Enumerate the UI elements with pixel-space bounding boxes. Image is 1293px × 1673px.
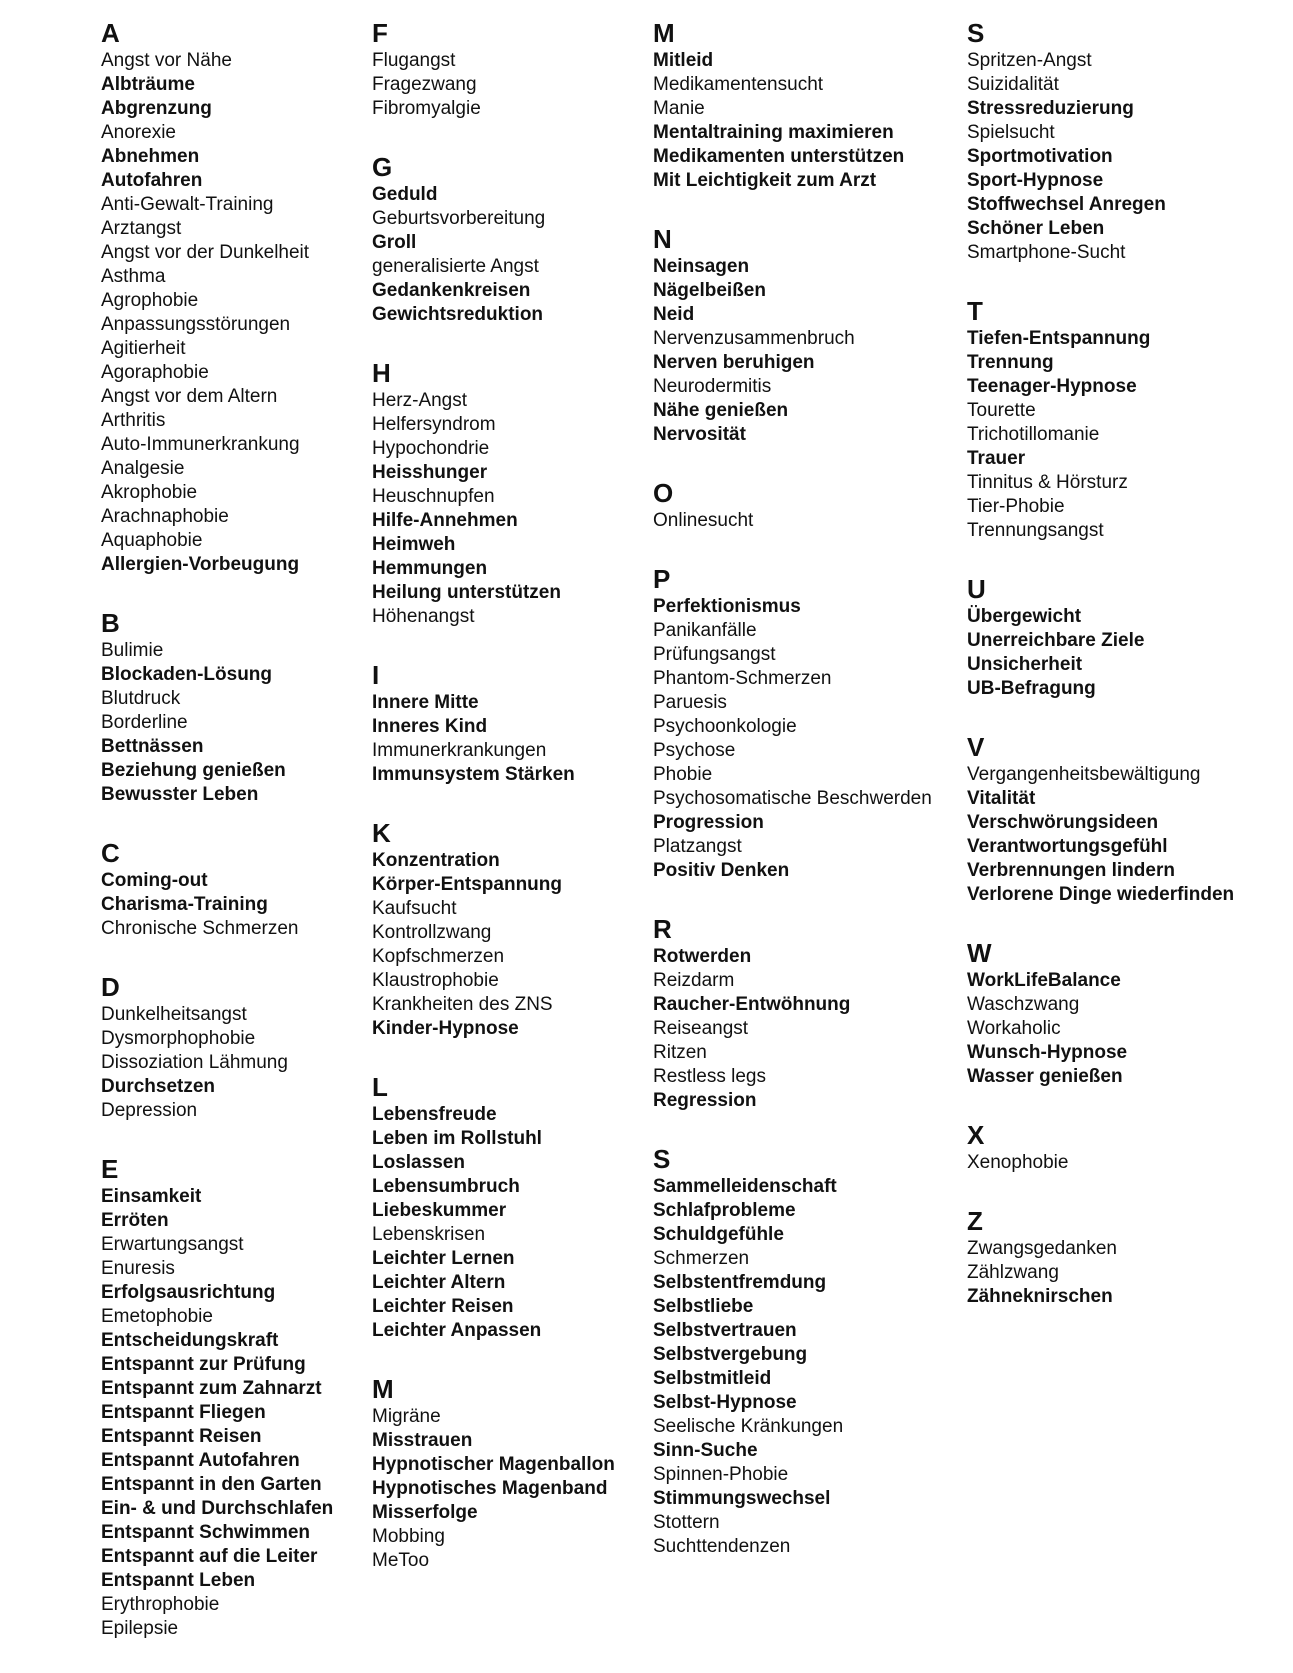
- topic-link[interactable]: Bettnässen: [101, 736, 204, 757]
- topic-link[interactable]: Stressreduzierung: [967, 98, 1134, 119]
- index-section: [967, 295, 1234, 543]
- topic-link[interactable]: Borderline: [101, 712, 188, 733]
- topic-link[interactable]: Trichotillomanie: [967, 424, 1100, 445]
- topic-link[interactable]: Agitierheit: [101, 338, 186, 359]
- topic-link[interactable]: Gewichtsreduktion: [372, 304, 544, 325]
- topic-link[interactable]: Albträume: [101, 74, 195, 95]
- topic-link[interactable]: Fibromyalgie: [372, 98, 481, 119]
- topic-link[interactable]: Abnehmen: [101, 146, 200, 167]
- index-section: [653, 913, 932, 1113]
- topic-link[interactable]: Entspannt Leben: [101, 1570, 256, 1591]
- topic-link[interactable]: Unsicherheit: [967, 654, 1083, 675]
- topic-link[interactable]: Trennung: [967, 352, 1054, 373]
- topic-link[interactable]: Angst vor Nähe: [101, 50, 232, 71]
- index-section: [372, 357, 615, 629]
- topic-link[interactable]: Entspannt zur Prüfung: [101, 1354, 306, 1375]
- topic-link[interactable]: Reiseangst: [653, 1018, 749, 1039]
- index-section: [101, 837, 333, 941]
- topic-link[interactable]: Nervosität: [653, 424, 746, 445]
- index-section: [967, 731, 1234, 907]
- topic-link[interactable]: Restless legs: [653, 1066, 766, 1087]
- topic-link[interactable]: Beziehung genießen: [101, 760, 286, 781]
- topic-link[interactable]: Workaholic: [967, 1018, 1061, 1039]
- topic-link[interactable]: Stoffwechsel Anregen: [967, 194, 1166, 215]
- index-section: [372, 817, 615, 1041]
- topic-link[interactable]: Leben im Rollstuhl: [372, 1128, 542, 1149]
- section-letter: S: [967, 18, 985, 48]
- index-section: [372, 659, 615, 787]
- topic-link[interactable]: Spielsucht: [967, 122, 1055, 143]
- topic-link[interactable]: generalisierte Angst: [372, 256, 539, 277]
- topic-link[interactable]: MeToo: [372, 1550, 430, 1571]
- section-letter: V: [967, 732, 985, 762]
- topic-link[interactable]: Immunsystem Stärken: [372, 764, 575, 785]
- topic-link[interactable]: Asthma: [101, 266, 166, 287]
- topic-link[interactable]: Autofahren: [101, 170, 203, 191]
- topic-link[interactable]: Dunkelheitsangst: [101, 1004, 247, 1025]
- topic-link[interactable]: Zählzwang: [967, 1262, 1059, 1283]
- topic-link[interactable]: Innere Mitte: [372, 692, 479, 713]
- topic-link[interactable]: Selbstmitleid: [653, 1368, 772, 1389]
- topic-link[interactable]: Raucher-Entwöhnung: [653, 994, 851, 1015]
- topic-link[interactable]: Arthritis: [101, 410, 166, 431]
- topic-link[interactable]: Zwangsgedanken: [967, 1238, 1117, 1259]
- topic-link[interactable]: Hypnotischer Magenballon: [372, 1454, 615, 1475]
- section-letter: N: [653, 224, 672, 254]
- topic-link[interactable]: Verbrennungen lindern: [967, 860, 1175, 881]
- index-section: [101, 607, 333, 807]
- topic-link[interactable]: Medikamenten unterstützen: [653, 146, 905, 167]
- topic-link[interactable]: Neinsagen: [653, 256, 750, 277]
- topic-link[interactable]: Erwartungsangst: [101, 1234, 244, 1255]
- topic-link[interactable]: Smartphone-Sucht: [967, 242, 1126, 263]
- section-letter: F: [372, 18, 388, 48]
- topic-link[interactable]: Schlafprobleme: [653, 1200, 796, 1221]
- topic-link[interactable]: Körper-Entspannung: [372, 874, 562, 895]
- topic-link[interactable]: Wasser genießen: [967, 1066, 1123, 1087]
- index-section: [653, 223, 932, 447]
- section-letter: W: [967, 938, 992, 968]
- topic-link[interactable]: Psychose: [653, 740, 736, 761]
- index-section: [372, 1071, 615, 1343]
- topic-link[interactable]: Blutdruck: [101, 688, 181, 709]
- topic-link[interactable]: Entspannt Fliegen: [101, 1402, 266, 1423]
- topic-link[interactable]: Geburtsvorbereitung: [372, 208, 546, 229]
- topic-link[interactable]: Kinder-Hypnose: [372, 1018, 519, 1039]
- section-letter: S: [653, 1144, 671, 1174]
- index-section: [653, 17, 932, 193]
- topic-link[interactable]: Helfersyndrom: [372, 414, 496, 435]
- topic-link[interactable]: Übergewicht: [967, 606, 1082, 627]
- topic-link[interactable]: UB-Befragung: [967, 678, 1096, 699]
- topic-link[interactable]: Abgrenzung: [101, 98, 212, 119]
- topic-link[interactable]: Platzangst: [653, 836, 742, 857]
- topic-link[interactable]: Spritzen-Angst: [967, 50, 1092, 71]
- section-letter: R: [653, 914, 672, 944]
- topic-link[interactable]: Progression: [653, 812, 764, 833]
- topic-link[interactable]: Neurodermitis: [653, 376, 772, 397]
- topic-link[interactable]: Seelische Kränkungen: [653, 1416, 844, 1437]
- topic-link[interactable]: Mobbing: [372, 1526, 445, 1547]
- topic-link[interactable]: Unerreichbare Ziele: [967, 630, 1145, 651]
- index-section: [653, 1143, 932, 1559]
- topic-link[interactable]: Selbst-Hypnose: [653, 1392, 797, 1413]
- index-section: [967, 573, 1234, 701]
- topic-link[interactable]: Klaustrophobie: [372, 970, 499, 991]
- index-section: [101, 1153, 333, 1641]
- topic-link[interactable]: Sinn-Suche: [653, 1440, 758, 1461]
- section-letter: C: [101, 838, 120, 868]
- topic-link[interactable]: WorkLifeBalance: [967, 970, 1121, 991]
- topic-link[interactable]: Tinnitus & Hörsturz: [967, 472, 1128, 493]
- index-section: [967, 17, 1234, 265]
- topic-link[interactable]: Geduld: [372, 184, 438, 205]
- topic-link[interactable]: Sport-Hypnose: [967, 170, 1104, 191]
- topic-link[interactable]: Psychosomatische Beschwerden: [653, 788, 932, 809]
- topic-link[interactable]: Anti-Gewalt-Training: [101, 194, 274, 215]
- topic-link[interactable]: Rotwerden: [653, 946, 752, 967]
- index-column-2: [372, 17, 615, 1603]
- topic-link[interactable]: Erröten: [101, 1210, 169, 1231]
- topic-link[interactable]: Nägelbeißen: [653, 280, 766, 301]
- index-column-4: [967, 17, 1234, 1339]
- topic-link[interactable]: Waschzwang: [967, 994, 1080, 1015]
- topic-link[interactable]: Mentaltraining maximieren: [653, 122, 894, 143]
- topic-link[interactable]: Krankheiten des ZNS: [372, 994, 553, 1015]
- topic-link[interactable]: Misstrauen: [372, 1430, 473, 1451]
- section-letter: A: [101, 18, 120, 48]
- topic-link[interactable]: Liebeskummer: [372, 1200, 507, 1221]
- topic-link[interactable]: Selbstliebe: [653, 1296, 754, 1317]
- topic-link[interactable]: Reizdarm: [653, 970, 735, 991]
- topic-link[interactable]: Selbstentfremdung: [653, 1272, 827, 1293]
- topic-link[interactable]: Kontrollzwang: [372, 922, 492, 943]
- topic-link[interactable]: Psychoonkologie: [653, 716, 797, 737]
- section-letter: Z: [967, 1206, 983, 1236]
- index-section: [967, 1119, 1234, 1175]
- index-section: [967, 937, 1234, 1089]
- topic-link[interactable]: Onlinesucht: [653, 510, 754, 531]
- topic-link[interactable]: Hemmungen: [372, 558, 488, 579]
- topic-link[interactable]: Phobie: [653, 764, 713, 785]
- topic-link[interactable]: Heisshunger: [372, 462, 488, 483]
- topic-link[interactable]: Spinnen-Phobie: [653, 1464, 789, 1485]
- topic-link[interactable]: Verschwörungsideen: [967, 812, 1159, 833]
- topic-link[interactable]: Arztangst: [101, 218, 182, 239]
- topic-link[interactable]: Immunerkrankungen: [372, 740, 547, 761]
- topic-link[interactable]: Allergien-Vorbeugung: [101, 554, 300, 575]
- topic-link[interactable]: Heilung unterstützen: [372, 582, 561, 603]
- index-section: [967, 1205, 1234, 1309]
- topic-link[interactable]: Leichter Altern: [372, 1272, 506, 1293]
- index-section: [372, 151, 615, 327]
- topic-link[interactable]: Analgesie: [101, 458, 185, 479]
- index-section: [653, 563, 932, 883]
- index-section: [101, 971, 333, 1123]
- index-column-3: [653, 17, 932, 1589]
- topic-link[interactable]: Heuschnupfen: [372, 486, 495, 507]
- topic-link[interactable]: Sportmotivation: [967, 146, 1113, 167]
- topic-link[interactable]: Einsamkeit: [101, 1186, 202, 1207]
- section-letter: U: [967, 574, 986, 604]
- topic-link[interactable]: Sammelleidenschaft: [653, 1176, 837, 1197]
- topic-link[interactable]: Leichter Anpassen: [372, 1320, 542, 1341]
- topic-link[interactable]: Herz-Angst: [372, 390, 468, 411]
- topic-link[interactable]: Lebensumbruch: [372, 1176, 520, 1197]
- section-letter: K: [372, 818, 391, 848]
- topic-link[interactable]: Tourette: [967, 400, 1036, 421]
- topic-link[interactable]: Prüfungsangst: [653, 644, 776, 665]
- topic-link[interactable]: Hypochondrie: [372, 438, 490, 459]
- topic-link[interactable]: Medikamentensucht: [653, 74, 824, 95]
- topic-link[interactable]: Vitalität: [967, 788, 1036, 809]
- topic-link[interactable]: Paruesis: [653, 692, 727, 713]
- section-letter: D: [101, 972, 120, 1002]
- index-section: [372, 17, 615, 121]
- topic-link[interactable]: Depression: [101, 1100, 198, 1121]
- topic-link[interactable]: Angst vor dem Altern: [101, 386, 278, 407]
- topic-link[interactable]: Perfektionismus: [653, 596, 801, 617]
- topic-link[interactable]: Hilfe-Annehmen: [372, 510, 518, 531]
- topic-link[interactable]: Entspannt in den Garten: [101, 1474, 322, 1495]
- topic-link[interactable]: Tiefen-Entspannung: [967, 328, 1151, 349]
- section-letter: H: [372, 358, 391, 388]
- topic-link[interactable]: Erfolgsausrichtung: [101, 1282, 276, 1303]
- topic-link[interactable]: Schmerzen: [653, 1248, 750, 1269]
- topic-link[interactable]: Chronische Schmerzen: [101, 918, 299, 939]
- topic-link[interactable]: Dissoziation Lähmung: [101, 1052, 288, 1073]
- topic-link[interactable]: Leichter Lernen: [372, 1248, 515, 1269]
- topic-link[interactable]: Emetophobie: [101, 1306, 213, 1327]
- topic-link[interactable]: Manie: [653, 98, 705, 119]
- topic-link[interactable]: Fragezwang: [372, 74, 477, 95]
- section-letter: L: [372, 1072, 388, 1102]
- topic-link[interactable]: Misserfolge: [372, 1502, 478, 1523]
- topic-link[interactable]: Entspannt Reisen: [101, 1426, 262, 1447]
- topic-link[interactable]: Loslassen: [372, 1152, 465, 1173]
- topic-link[interactable]: Ritzen: [653, 1042, 707, 1063]
- topic-link[interactable]: Agrophobie: [101, 290, 199, 311]
- topic-link[interactable]: Selbstvertrauen: [653, 1320, 797, 1341]
- topic-link[interactable]: Konzentration: [372, 850, 500, 871]
- topic-link[interactable]: Verlorene Dinge wiederfinden: [967, 884, 1235, 905]
- topic-link[interactable]: Vergangenheitsbewältigung: [967, 764, 1201, 785]
- topic-link[interactable]: Entspannt auf die Leiter: [101, 1546, 318, 1567]
- topic-link[interactable]: Selbstvergebung: [653, 1344, 808, 1365]
- topic-link[interactable]: Groll: [372, 232, 417, 253]
- index-column-1: [101, 17, 333, 1671]
- topic-link[interactable]: Bewusster Leben: [101, 784, 259, 805]
- topic-link[interactable]: Charisma-Training: [101, 894, 268, 915]
- topic-link[interactable]: Anpassungsstörungen: [101, 314, 291, 335]
- topic-link[interactable]: Entscheidungskraft: [101, 1330, 279, 1351]
- section-letter: O: [653, 478, 674, 508]
- topic-link[interactable]: Nerven beruhigen: [653, 352, 815, 373]
- topic-link[interactable]: Bulimie: [101, 640, 164, 661]
- topic-link[interactable]: Schuldgefühle: [653, 1224, 784, 1245]
- topic-link[interactable]: Ein- & und Durchschlafen: [101, 1498, 334, 1519]
- section-letter: P: [653, 564, 671, 594]
- topic-link[interactable]: Agoraphobie: [101, 362, 209, 383]
- topic-link[interactable]: Neid: [653, 304, 695, 325]
- topic-link[interactable]: Coming-out: [101, 870, 208, 891]
- topic-link[interactable]: Dysmorphophobie: [101, 1028, 256, 1049]
- topic-link[interactable]: Lebensfreude: [372, 1104, 497, 1125]
- topic-link[interactable]: Zähneknirschen: [967, 1286, 1113, 1307]
- topic-link[interactable]: Trauer: [967, 448, 1026, 469]
- topic-link[interactable]: Regression: [653, 1090, 757, 1111]
- topic-link[interactable]: Durchsetzen: [101, 1076, 216, 1097]
- topic-link[interactable]: Teenager-Hypnose: [967, 376, 1137, 397]
- topic-link[interactable]: Höhenangst: [372, 606, 475, 627]
- topic-link[interactable]: Leichter Reisen: [372, 1296, 514, 1317]
- topic-link[interactable]: Entspannt Schwimmen: [101, 1522, 311, 1543]
- topic-link[interactable]: Schöner Leben: [967, 218, 1105, 239]
- topic-link[interactable]: Arachnaphobie: [101, 506, 229, 527]
- section-letter: B: [101, 608, 120, 638]
- topic-link[interactable]: Mitleid: [653, 50, 714, 71]
- topic-link[interactable]: Kopfschmerzen: [372, 946, 505, 967]
- topic-link[interactable]: Flugangst: [372, 50, 456, 71]
- topic-link[interactable]: Suizidalität: [967, 74, 1059, 95]
- topic-link[interactable]: Phantom-Schmerzen: [653, 668, 832, 689]
- section-letter: M: [653, 18, 675, 48]
- topic-link[interactable]: Stottern: [653, 1512, 720, 1533]
- index-section: [653, 477, 932, 533]
- topic-link[interactable]: Inneres Kind: [372, 716, 488, 737]
- topic-link[interactable]: Positiv Denken: [653, 860, 790, 881]
- topic-link[interactable]: Erythrophobie: [101, 1594, 220, 1615]
- topic-link[interactable]: Auto-Immunerkrankung: [101, 434, 300, 455]
- topic-link[interactable]: Epilepsie: [101, 1618, 179, 1639]
- section-letter: M: [372, 1374, 394, 1404]
- topic-link[interactable]: Entspannt zum Zahnarzt: [101, 1378, 322, 1399]
- topic-link[interactable]: Blockaden-Lösung: [101, 664, 273, 685]
- topic-link[interactable]: Verantwortungsgefühl: [967, 836, 1168, 857]
- index-section: [372, 1373, 615, 1573]
- topic-link[interactable]: Kaufsucht: [372, 898, 457, 919]
- topic-link[interactable]: Enuresis: [101, 1258, 175, 1279]
- topic-link[interactable]: Xenophobie: [967, 1152, 1069, 1173]
- topic-link[interactable]: Trennungsangst: [967, 520, 1104, 541]
- topic-link[interactable]: Nervenzusammenbruch: [653, 328, 855, 349]
- topic-link[interactable]: Migräne: [372, 1406, 441, 1427]
- topic-link[interactable]: Nähe genießen: [653, 400, 789, 421]
- topic-link[interactable]: Tier-Phobie: [967, 496, 1065, 517]
- topic-link[interactable]: Angst vor der Dunkelheit: [101, 242, 310, 263]
- section-letter: E: [101, 1154, 119, 1184]
- topic-link[interactable]: Lebenskrisen: [372, 1224, 486, 1245]
- topic-link[interactable]: Entspannt Autofahren: [101, 1450, 300, 1471]
- topic-link[interactable]: Mit Leichtigkeit zum Arzt: [653, 170, 877, 191]
- section-letter: G: [372, 152, 393, 182]
- index-section: [101, 17, 333, 577]
- topic-link[interactable]: Gedankenkreisen: [372, 280, 531, 301]
- topic-link[interactable]: Wunsch-Hypnose: [967, 1042, 1128, 1063]
- topic-link[interactable]: Akrophobie: [101, 482, 198, 503]
- topic-link[interactable]: Anorexie: [101, 122, 176, 143]
- topic-link[interactable]: Stimmungswechsel: [653, 1488, 831, 1509]
- topic-link[interactable]: Suchttendenzen: [653, 1536, 791, 1557]
- topic-link[interactable]: Panikanfälle: [653, 620, 757, 641]
- topic-link[interactable]: Heimweh: [372, 534, 456, 555]
- section-letter: I: [372, 660, 380, 690]
- section-letter: T: [967, 296, 983, 326]
- section-letter: X: [967, 1120, 985, 1150]
- topic-link[interactable]: Hypnotisches Magenband: [372, 1478, 608, 1499]
- topic-link[interactable]: Aquaphobie: [101, 530, 203, 551]
